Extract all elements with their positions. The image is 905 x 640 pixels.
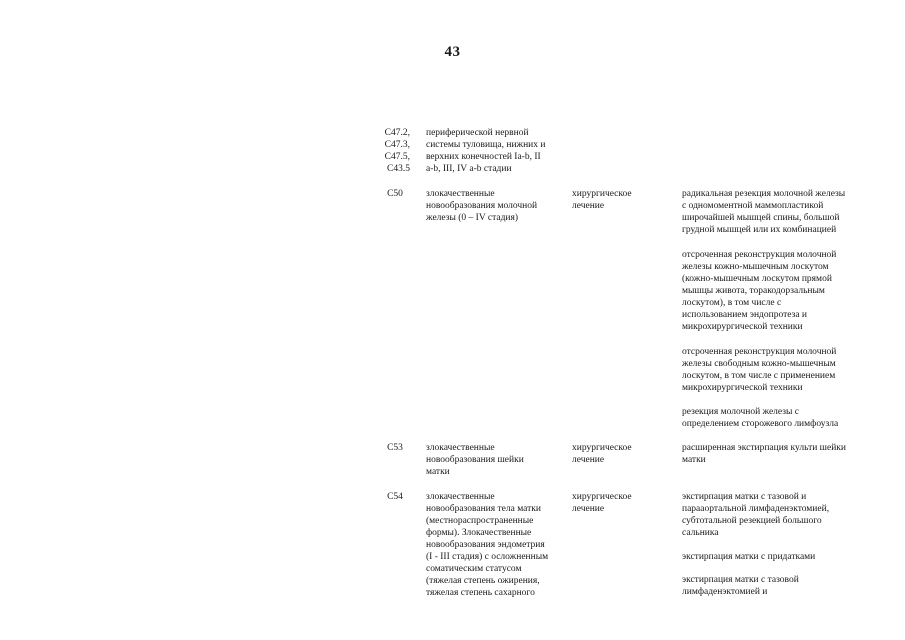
method-line: экстирпация матки с тазовой [682,575,799,585]
diagnosis-line: тяжелая степень сахарного [426,588,535,598]
treatment-type-line: лечение [572,201,605,211]
treatment-method [682,491,829,539]
icd-code-cell [378,188,412,200]
method-line: субтотальной резекцией большого [682,516,822,526]
icd-code-cell [378,442,412,454]
method-line: мышцы живота, торакодорзальным [682,286,825,296]
diagnosis-line: железы (0 – IV стадия) [426,213,519,223]
method-line: сальника [682,528,719,538]
treatment-type-line: хирургическое [572,443,632,453]
method-line: широчайшей мышцей спины, большой [682,213,840,223]
icd-code-line: C54 [387,492,403,502]
method-line: экстирпация матки с придатками [682,552,816,562]
diagnosis-line: (тяжелая степень ожирения, [426,576,540,586]
icd-code-line: C47.5, [384,152,410,162]
method-line: лимфаденэктомией и [682,587,768,597]
diagnosis-line: новообразования тела матки [426,504,541,514]
treatment-type-line: лечение [572,504,605,514]
diagnosis-line: (I - III стадия) с осложненным [426,552,549,562]
icd-code-line: C47.3, [384,140,410,150]
treatment-method [682,346,836,394]
treatment-type-line: лечение [572,455,605,465]
diagnosis-line: a-b, III, IV a-b стадии [426,164,512,174]
treatment-method [682,406,838,430]
diagnosis-line: матки [426,467,450,477]
method-line: железы свободным кожно-мышечным [682,359,836,369]
method-line: грудной мышцей или их комбинацией [682,225,837,235]
page-number: 43 [444,44,461,60]
icd-code-line: C47.2, [384,128,410,138]
diagnosis-line: злокачественные [426,443,495,453]
method-line: матки [682,455,706,465]
diagnosis-line: злокачественные [426,492,495,502]
diagnosis-line: верхних конечностей Ia-b, II [426,152,541,162]
method-line: с одномоментной маммопластикой [682,201,824,211]
diagnosis-line: новообразования шейки [426,455,524,465]
diagnosis-line: соматическим статусом [426,564,522,574]
treatment-method [682,442,846,466]
diagnosis-cell [426,127,545,175]
diagnosis-cell [426,442,524,478]
method-line: расширенная экстирпация культи шейки [682,443,847,453]
treatment-type-cell [572,442,632,466]
diagnosis-line: формы). Злокачественные [426,528,532,538]
diagnosis-line: системы туловища, нижних и [426,140,546,150]
method-line: парааортальной лимфаденэктомией, [682,504,830,514]
icd-code-line: C53 [387,443,403,453]
icd-code-cell [376,127,410,175]
icd-code-cell [378,491,412,503]
treatment-method [682,574,799,598]
method-line: экстирпация матки с тазовой и [682,492,807,502]
method-line: (кожно-мышечным лоскутом прямой [682,274,832,284]
method-line: лоскутом, в том числе с применением [682,371,836,381]
diagnosis-line: злокачественные [426,189,495,199]
treatment-type-line: хирургическое [572,492,632,502]
treatment-type-cell [572,491,632,515]
treatment-type-cell [572,188,632,212]
method-line: микрохирургической техники [682,322,803,332]
method-line: лоскутом), в том числе с [682,298,782,308]
diagnosis-line: (местнораспространенные [426,516,534,526]
method-line: резекция молочной железы с [682,407,799,417]
diagnosis-cell [426,188,537,224]
method-line: определением сторожевого лимфоузла [682,419,839,429]
method-line: использованием эндопротеза и [682,310,807,320]
treatment-method [682,188,845,236]
treatment-method [682,249,836,333]
method-line: железы кожно-мышечным лоскутом [682,262,829,272]
icd-code-line: C43.5 [387,164,410,174]
method-line: отсроченная реконструкция молочной [682,250,837,260]
icd-code-line: C50 [387,189,403,199]
method-line: радикальная резекция молочной железы [682,189,846,199]
treatment-type-line: хирургическое [572,189,632,199]
method-line: микрохирургической техники [682,383,803,393]
treatment-method [682,551,815,563]
method-line: отсроченная реконструкция молочной [682,347,837,357]
diagnosis-line: новообразования эндометрия [426,540,545,550]
diagnosis-cell [426,491,548,599]
diagnosis-line: периферической нервной [426,128,529,138]
diagnosis-line: новообразования молочной [426,201,538,211]
